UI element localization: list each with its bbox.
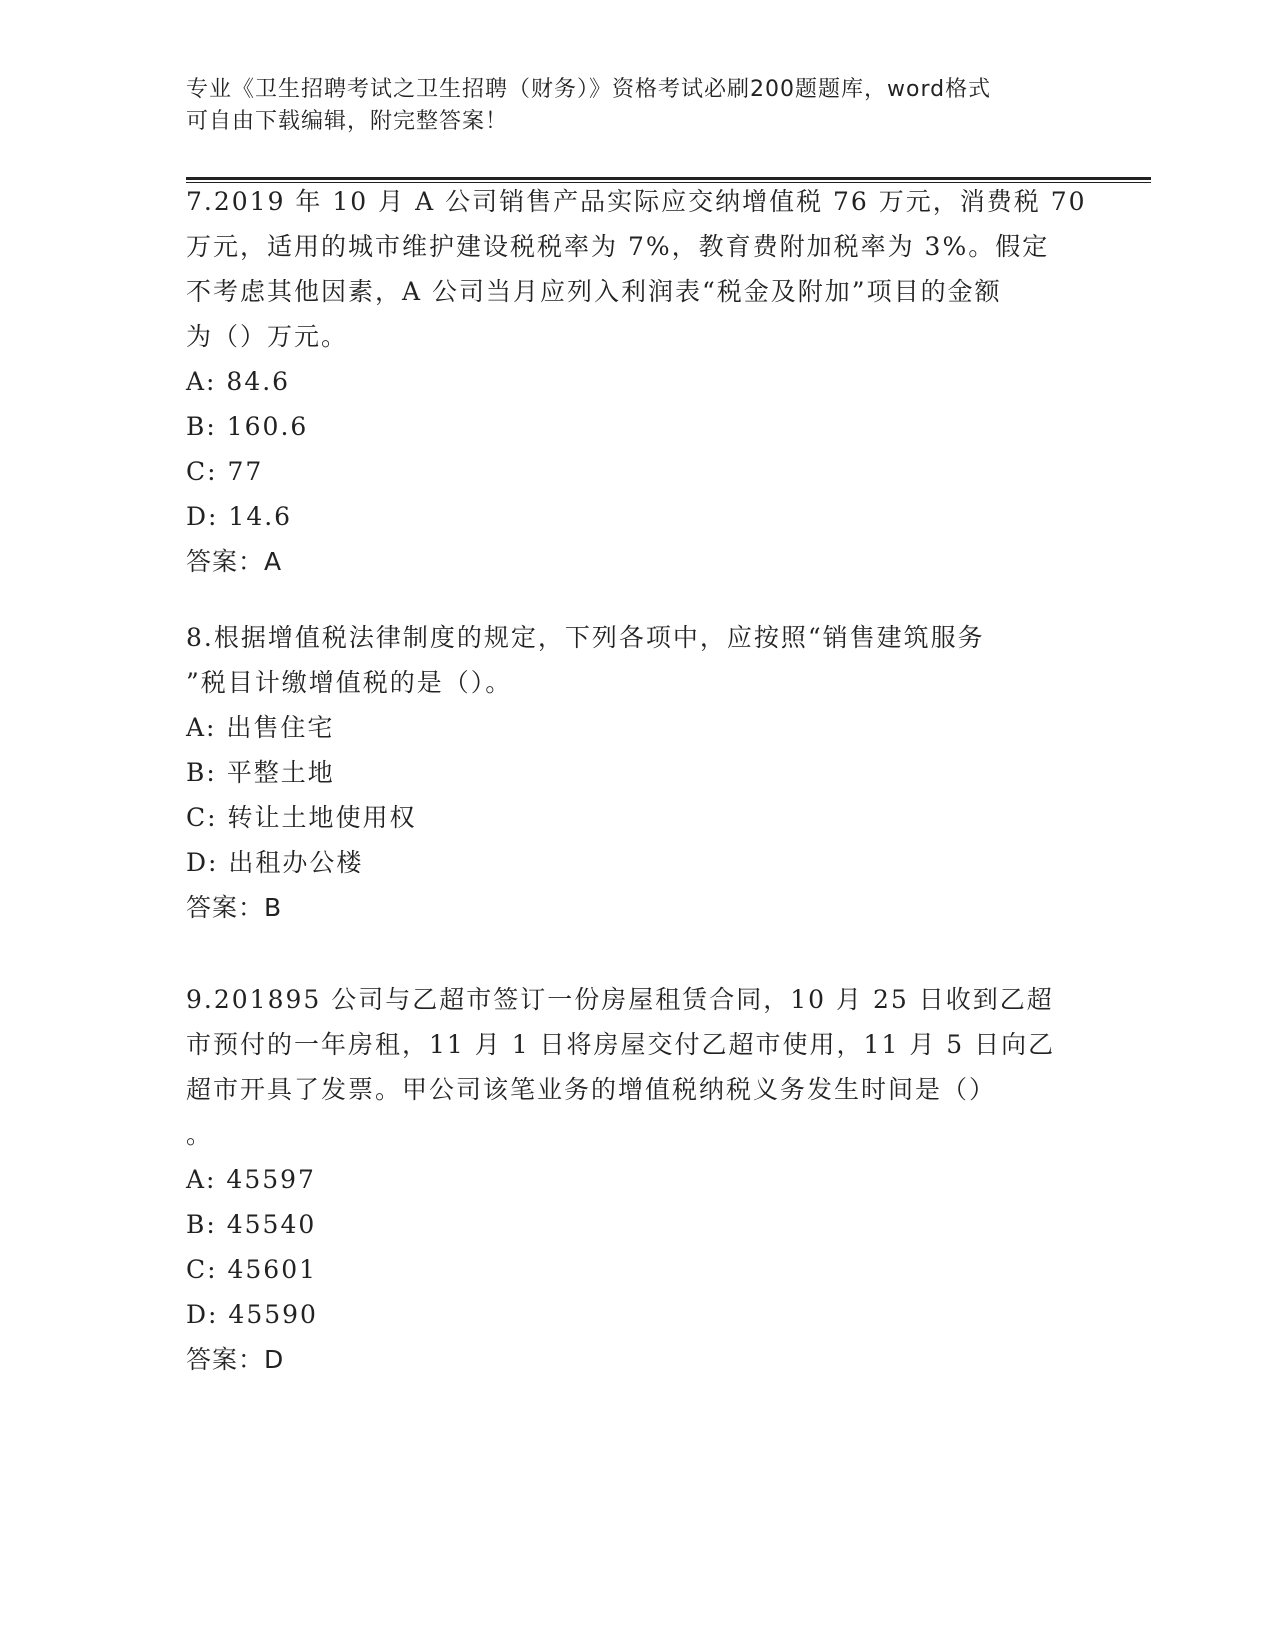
question-stem-line: 8.根据增值税法律制度的规定，下列各项中，应按照“销售建筑服务 (186, 623, 985, 652)
option-b: B: 160.6 (186, 412, 309, 441)
question-stem-line: ”税目计缴增值税的是（）。 (186, 668, 513, 697)
option-c: C: 45601 (186, 1255, 318, 1284)
header-line-1: 专业《卫生招聘考试之卫生招聘（财务）》资格考试必刷200题题库，word格式 (186, 77, 992, 102)
question-stem-line: 7.2019 年 10 月 A 公司销售产品实际应交纳增值税 76 万元，消费税 70 (186, 187, 1087, 216)
option-b: B: 45540 (186, 1210, 317, 1239)
question-7 (186, 179, 1106, 584)
question-stem-line: 超市开具了发票。甲公司该笔业务的增值税纳税义务发生时间是（） (186, 1075, 997, 1104)
document-header (186, 74, 1086, 138)
option-c: C: 77 (186, 457, 264, 486)
question-stem-line: 万元，适用的城市维护建设税税率为 7%，教育费附加税率为 3%。假定 (186, 232, 1050, 261)
option-a: A: 45597 (186, 1165, 316, 1194)
option-c: C: 转让土地使用权 (186, 803, 417, 832)
question-stem-line: 不考虑其他因素，A 公司当月应列入利润表“税金及附加”项目的金额 (186, 277, 1002, 306)
answer-label: 答案：A (186, 547, 283, 576)
question-stem-line: 。 (186, 1120, 214, 1149)
question-stem-line: 市预付的一年房租，11 月 1 日将房屋交付乙超市使用，11 月 5 日向乙 (186, 1030, 1056, 1059)
header-line-2: 可自由下载编辑，附完整答案！ (186, 109, 509, 134)
option-d: D: 出租办公楼 (186, 848, 364, 877)
question-9 (186, 977, 1106, 1382)
option-b: B: 平整土地 (186, 758, 335, 787)
option-a: A: 84.6 (186, 367, 291, 396)
option-d: D: 45590 (186, 1300, 318, 1329)
answer-label: 答案：D (186, 1345, 285, 1374)
question-stem-line: 为（）万元。 (186, 322, 349, 351)
option-d: D: 14.6 (186, 502, 293, 531)
question-8 (186, 615, 1106, 930)
option-a: A: 出售住宅 (186, 713, 335, 742)
answer-label: 答案：B (186, 893, 283, 922)
question-stem-line: 9.201895 公司与乙超市签订一份房屋租赁合同，10 月 25 日收到乙超 (186, 985, 1054, 1014)
